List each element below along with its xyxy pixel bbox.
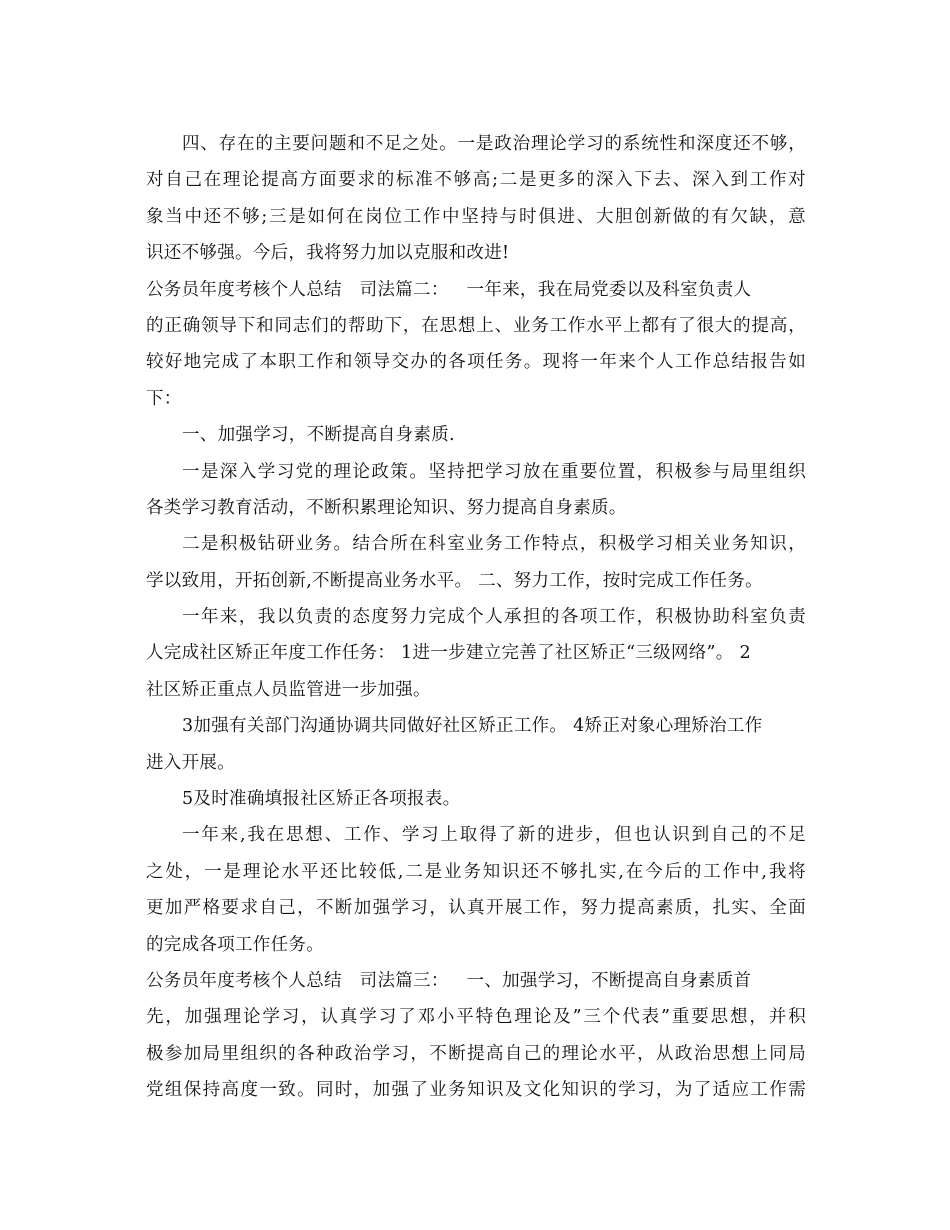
section-heading-line: 公务员年度考核个人总结 司法篇二： 一年来，我在局党委以及科室负责人: [146, 279, 752, 300]
text-line: 进入开展。: [146, 752, 235, 773]
document-body: [146, 126, 806, 1109]
text-line: 先，加强理论学习，认真学习了邓小平特色理论及”三个代表”重要思想，并积: [146, 1007, 806, 1028]
text-line: 社区矫正重点人员监管进一步加强。: [146, 679, 431, 700]
text-line: 一是深入学习党的理论政策。坚持把学习放在重要位置，积极参与局里组织: [182, 461, 806, 482]
text-line: 对自己在理论提高方面要求的标准不够高;二是更多的深入下去、深入到工作对: [146, 170, 806, 191]
text-line: 的正确领导下和同志们的帮助下，在思想上、业务工作水平上都有了很大的提高，: [146, 315, 806, 336]
text-line: 更加严格要求自己，不断加强学习，认真开展工作，努力提高素质，扎实、全面: [146, 898, 806, 919]
text-line: 二是积极钻研业务。结合所在科室业务工作特点，积极学习相关业务知识，: [182, 534, 806, 555]
text-line: 一年来,我在思想、工作、学习上取得了新的进步，但也认识到自己的不足: [182, 825, 806, 846]
text-line: 四、存在的主要问题和不足之处。一是政治理论学习的系统性和深度还不够，: [182, 134, 806, 154]
text-line: 识还不够强。今后，我将努力加以克服和改进!: [146, 243, 510, 264]
text-line: 各类学习教育活动，不断积累理论知识、努力提高自身素质。: [146, 497, 627, 518]
text-line: 5及时准确填报社区矫正各项报表。: [182, 789, 461, 810]
text-line: 之处，一是理论水平还比较低,二是业务知识还不够扎实,在今后的工作中,我将: [146, 861, 806, 882]
section-heading-line: 公务员年度考核个人总结 司法篇三： 一、加强学习，不断提高自身素质首: [146, 970, 752, 991]
text-line: 一年来，我以负责的态度努力完成个人承担的各项工作，积极协助科室负责: [182, 607, 806, 628]
text-line: 较好地完成了本职工作和领导交办的各项任务。现将一年来个人工作总结报告如: [146, 352, 806, 373]
text-line: 3加强有关部门沟通协调共同做好社区矫正工作。 4矫正对象心理矫治工作: [182, 716, 763, 737]
text-line: 党组保持高度一致。同时，加强了业务知识及文化知识的学习，为了适应工作需: [146, 1080, 806, 1101]
subheading-line: 一、加强学习，不断提高自身素质.: [182, 425, 455, 446]
text-line: 象当中还不够;三是如何在岗位工作中坚持与时俱进、大胆创新做的有欠缺，意: [146, 206, 806, 227]
text-line: 人完成社区矫正年度工作任务： 1进一步建立完善了社区矫正“三级网络”。 2: [146, 643, 751, 664]
text-line: 极参加局里组织的各种政治学习，不断提高自己的理论水平，从政治思想上同局: [146, 1043, 806, 1064]
text-line: 的完成各项工作任务。: [146, 934, 324, 955]
text-line: 下：: [146, 388, 182, 409]
text-line: 学以致用，开拓创新,不断提高业务水平。 二、努力工作，按时完成工作任务。: [146, 570, 763, 591]
